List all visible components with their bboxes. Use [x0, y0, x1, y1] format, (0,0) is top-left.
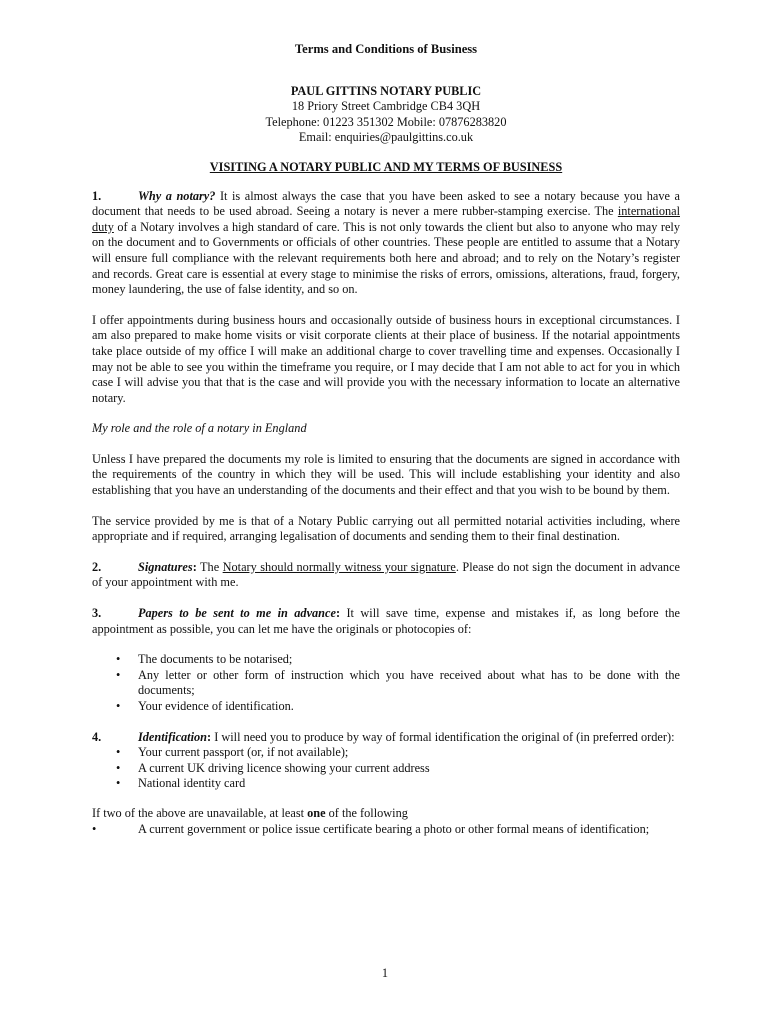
address-line: 18 Priory Street Cambridge CB4 3QH [291, 99, 481, 114]
email-line: Email: enquiries@paulgittins.co.uk [298, 130, 474, 145]
section-title: Why a notary? [138, 188, 216, 203]
section-number: 1. [92, 188, 102, 203]
role-paragraph: Unless I have prepared the documents my role is limited to ensuring that the documents are signed in accordance with the requirements of the country in which they will be used. This will include establishing your identity and also establishing that you have an understanding of the documents and their effect and that you wish to be bound by them. [92, 451, 680, 498]
paragraph-text: . Please do not sign the document in advance of your appointment with me. [92, 559, 680, 590]
document-page [92, 42, 680, 852]
papers-list [92, 652, 680, 714]
list-item: • A current government or police issue certificate bearing a photo or other formal means of identification; [92, 822, 680, 838]
paragraph-text: It will save time, expense and mistakes if, as long before the appointment as possible, you can let me have the originals or photocopies of: [92, 606, 680, 636]
paragraph-text: of a Notary involves a high standard of care. This is not only towards the client but also to anyone who may rely on the document and to Governments or officials of other countries. These people are entitled to assume that a Notary will ensure full compliance with the relevant requirements both here and abroad; and to rely on the Notary’s register and records. Great care is essential at every stage to minimise the risks of errors, omissions, alterations, fraud, forgery, money laundering, the use of false identity, and so on. [92, 219, 680, 297]
service-paragraph: The service provided by me is that of a Notary Public carrying out all permitted notarial activities including, where appropriate and if required, arranging legalisation of documents and sending them to their final destination. [92, 513, 680, 544]
list-item: • Your current passport (or, if not available); [92, 745, 680, 761]
section-heading: VISITING A NOTARY PUBLIC AND MY TERMS OF BUSINESS [209, 159, 563, 174]
section-title: Identification [138, 729, 208, 744]
paragraph-text: I will need you to produce by way of formal identification the original of (in preferred order): [211, 729, 675, 744]
role-subheading: My role and the role of a notary in England [92, 421, 307, 436]
section-2-paragraph [92, 560, 680, 591]
document-title: Terms and Conditions of Business [294, 42, 478, 56]
section-1-paragraph [92, 189, 680, 298]
section-title: Signatures [138, 559, 193, 574]
section-colon: : [335, 606, 341, 621]
list-item: • A current UK driving licence showing your current address [92, 761, 680, 777]
section-number: 2. [92, 559, 102, 574]
underlined-text: international duty [92, 204, 680, 234]
alternative-id-list [92, 822, 680, 838]
section-4-paragraph [92, 730, 680, 746]
section-title: Papers to be sent to me in advance [138, 606, 336, 621]
notary-name: PAUL GITTINS NOTARY PUBLIC [290, 83, 482, 98]
page-number: 1 [381, 966, 389, 980]
list-item: • The documents to be notarised; [92, 652, 680, 668]
underlined-text: Notary should normally witness your signature [222, 559, 456, 574]
section-colon: : [207, 729, 212, 744]
phone-line: Telephone: 01223 351302 Mobile: 07876283820 [265, 114, 507, 129]
identification-list [92, 745, 680, 792]
list-item: • Any letter or other form of instruction which you have received about what has to be done with the documents; [92, 668, 680, 699]
paragraph-text: The [196, 559, 223, 574]
paragraph-text: of the following [325, 805, 408, 820]
list-item: • National identity card [92, 776, 680, 792]
list-item: • Your evidence of identification. [92, 699, 680, 715]
letterhead [92, 84, 680, 146]
bold-text: one [307, 805, 326, 820]
paragraph-text: It is almost always the case that you have been asked to see a notary because you have a document that needs to be used abroad. Seeing a notary is never a mere rubber-stamping exercise. The [92, 188, 680, 219]
appointments-paragraph: I offer appointments during business hours and occasionally outside of business hours in exceptional circumstances. I am also prepared to make home visits or visit corporate clients at their place of business. If the notarial appointments take place outside of my office I will make an additional charge to cover travelling time and expenses. Occasionally I may not be able to see you within the timeframe you require, or I may decide that I am not able to act for you in which case I will advise you that that is the case and will provide you with the necessary information to locate an alternative notary. [92, 312, 680, 405]
alternative-id-paragraph [92, 806, 680, 822]
section-3-paragraph [92, 606, 680, 637]
paragraph-text: If two of the above are unavailable, at least [92, 805, 308, 820]
section-number: 3. [92, 606, 102, 621]
section-number: 4. [92, 729, 102, 744]
section-colon: : [192, 559, 197, 574]
